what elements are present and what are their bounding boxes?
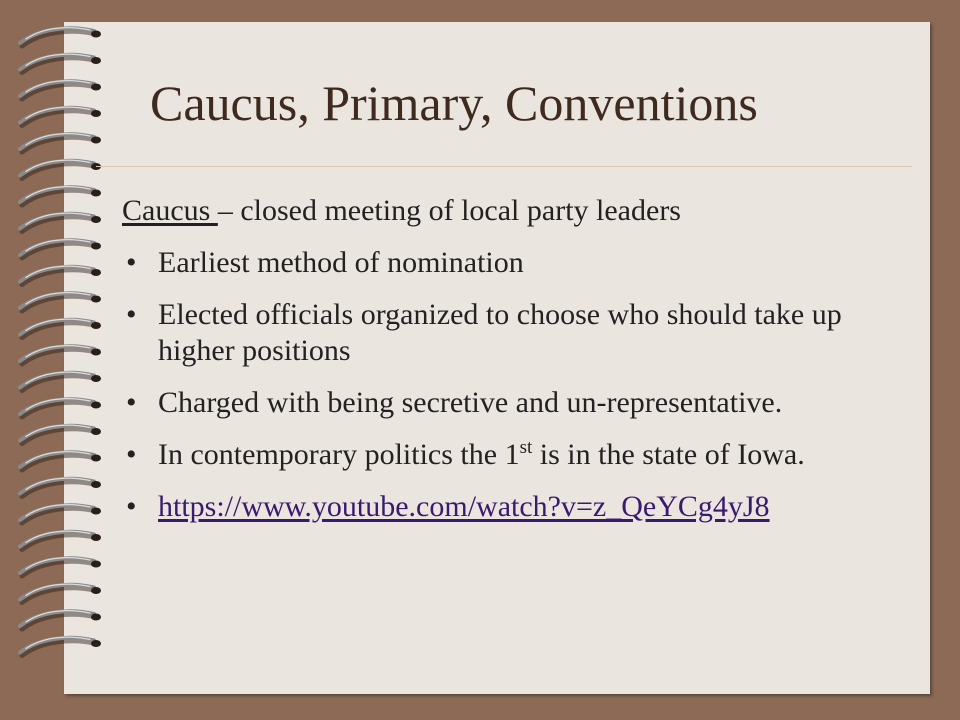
youtube-link[interactable]: https://www.youtube.com/watch?v=z_QeYCg4yJ8: [158, 490, 770, 523]
spiral-ring: [20, 505, 101, 523]
spiral-ring: [20, 346, 101, 364]
bullet-icon: •: [126, 490, 137, 523]
list-item: [122, 245, 912, 281]
bullet-icon: •: [126, 246, 137, 279]
bullet-icon: •: [126, 386, 137, 419]
spiral-ring: [20, 240, 101, 258]
ordinal-superscript: st: [519, 437, 533, 458]
bullet-text-after: is in the state of Iowa.: [532, 438, 805, 471]
bullet-icon: •: [126, 438, 137, 471]
bullet-text: Earliest method of nomination: [158, 246, 524, 279]
spiral-ring: [20, 28, 101, 46]
spiral-ring: [20, 107, 101, 125]
spiral-ring: [20, 319, 101, 337]
spiral-ring: [20, 478, 101, 496]
caucus-definition-text: – closed meeting of local party leaders: [217, 194, 681, 227]
bullet-text: Elected officials organized to choose who should take up higher positions: [158, 298, 842, 367]
spiral-binding-icon: [0, 0, 130, 720]
spiral-ring: [20, 531, 101, 549]
spiral-ring: [20, 611, 101, 629]
spiral-ring: [20, 584, 101, 602]
slide-title: Caucus, Primary, Conventions: [150, 75, 758, 131]
list-item: [122, 437, 912, 473]
bullet-text: Charged with being secretive and un-representative.: [158, 386, 783, 419]
spiral-ring: [20, 558, 101, 576]
slide-body: [122, 193, 912, 541]
caucus-definition: [122, 193, 912, 229]
list-item: [122, 385, 912, 421]
caucus-term: Caucus: [122, 194, 218, 227]
spiral-ring: [20, 54, 101, 72]
list-item: [122, 489, 912, 525]
spiral-ring: [20, 425, 101, 443]
spiral-ring: [20, 637, 101, 655]
list-item: [122, 297, 912, 369]
bullet-text-before: In contemporary politics the 1: [158, 438, 520, 471]
title-divider: [96, 166, 912, 167]
spiral-ring: [20, 213, 101, 231]
spiral-ring: [20, 372, 101, 390]
spiral-ring: [20, 266, 101, 284]
spiral-ring: [20, 399, 101, 417]
spiral-ring: [20, 452, 101, 470]
bullet-icon: •: [126, 298, 137, 331]
spiral-ring: [20, 187, 101, 205]
spiral-ring: [20, 293, 101, 311]
spiral-ring: [20, 134, 101, 152]
bullet-list: [122, 245, 912, 525]
spiral-ring: [20, 160, 101, 178]
spiral-ring: [20, 81, 101, 99]
